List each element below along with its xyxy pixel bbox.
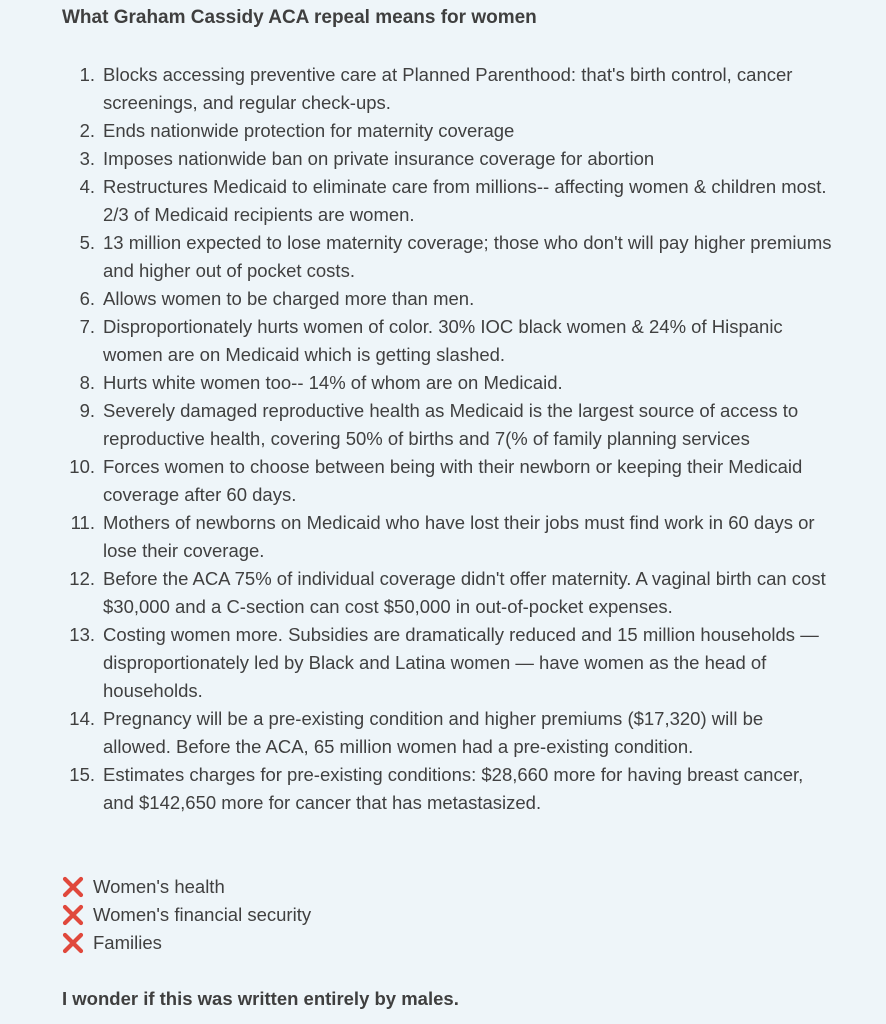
list-item: [0, 285, 886, 313]
list-item: [0, 229, 886, 285]
list-number: 9.: [79, 400, 95, 421]
list-item: [0, 313, 886, 369]
list-number: 15.: [69, 764, 95, 785]
list-item: [0, 565, 886, 621]
list-text: Ends nationwide protection for maternity coverage: [103, 120, 515, 141]
cross-mark-icon: [62, 876, 84, 898]
verdict-label: Families: [93, 932, 162, 953]
list-text: Disproportionately hurts women of color. 30% IOC black women & 24% of Hispanic women are on Medicaid which is getting slashed.: [103, 316, 783, 365]
list-text: Pregnancy will be a pre-existing condition and higher premiums ($17,320) will be allowed. Before the ACA, 65 million women had a pre-existing condition.: [103, 708, 764, 757]
list-item: [0, 117, 886, 145]
list-number: 1.: [79, 64, 95, 85]
list-text: Mothers of newborns on Medicaid who have lost their jobs must find work in 60 days or lose their coverage.: [103, 512, 815, 561]
list-item: [0, 761, 886, 817]
list-item: [0, 705, 886, 761]
list-number: 10.: [69, 456, 95, 477]
closing-remark: I wonder if this was written entirely by males.: [62, 988, 459, 1009]
list-item: [0, 621, 886, 705]
verdict-label: Women's financial security: [93, 904, 312, 925]
verdict-label: Women's health: [93, 876, 225, 897]
list-number: 2.: [79, 120, 95, 141]
list-item: [0, 61, 886, 117]
list-number: 3.: [79, 148, 95, 169]
list-text: Imposes nationwide ban on private insurance coverage for abortion: [103, 148, 655, 169]
list-text: Before the ACA 75% of individual coverage didn't offer maternity. A vaginal birth can cost $30,000 and a C-section can cost $50,000 in out-of-pocket expenses.: [103, 568, 826, 617]
list-text: Forces women to choose between being with their newborn or keeping their Medicaid coverage after 60 days.: [103, 456, 803, 505]
verdict-item: [62, 901, 311, 929]
list-text: Blocks accessing preventive care at Planned Parenthood: that's birth control, cancer screenings, and regular check-ups.: [103, 64, 793, 113]
cross-mark-icon: [62, 932, 84, 954]
list-text: Restructures Medicaid to eliminate care from millions-- affecting women & children most. 2/3 of Medicaid recipients are women.: [103, 176, 827, 225]
list-number: 8.: [79, 372, 95, 393]
verdict-item: [62, 873, 311, 901]
verdict-item: [62, 929, 311, 957]
numbered-list: [0, 61, 886, 817]
list-text: Allows women to be charged more than men.: [103, 288, 475, 309]
list-text: Severely damaged reproductive health as Medicaid is the largest source of access to reproductive health, covering 50% of births and 7(% of family planning services: [103, 400, 799, 449]
list-item: [0, 453, 886, 509]
list-number: 13.: [69, 624, 95, 645]
list-text: Hurts white women too-- 14% of whom are on Medicaid.: [103, 372, 563, 393]
list-number: 12.: [69, 568, 95, 589]
verdict-list: [62, 873, 311, 957]
list-item: [0, 145, 886, 173]
list-text: Costing women more. Subsidies are dramatically reduced and 15 million households — disproportionately led by Black and Latina women — have women as the head of households.: [103, 624, 819, 701]
list-text: 13 million expected to lose maternity coverage; those who don't will pay higher premiums and higher out of pocket costs.: [103, 232, 832, 281]
list-number: 5.: [79, 232, 95, 253]
cross-mark-icon: [62, 904, 84, 926]
note-title: What Graham Cassidy ACA repeal means for women: [62, 7, 537, 28]
list-item: [0, 397, 886, 453]
list-number: 14.: [69, 708, 95, 729]
list-item: [0, 173, 886, 229]
list-text: Estimates charges for pre-existing conditions: $28,660 more for having breast cancer, and $142,650 more for cancer that has metastasized.: [103, 764, 804, 813]
list-number: 11.: [70, 512, 95, 533]
list-item: [0, 369, 886, 397]
list-number: 7.: [79, 316, 95, 337]
list-item: [0, 509, 886, 565]
list-number: 4.: [79, 176, 95, 197]
list-number: 6.: [79, 288, 95, 309]
